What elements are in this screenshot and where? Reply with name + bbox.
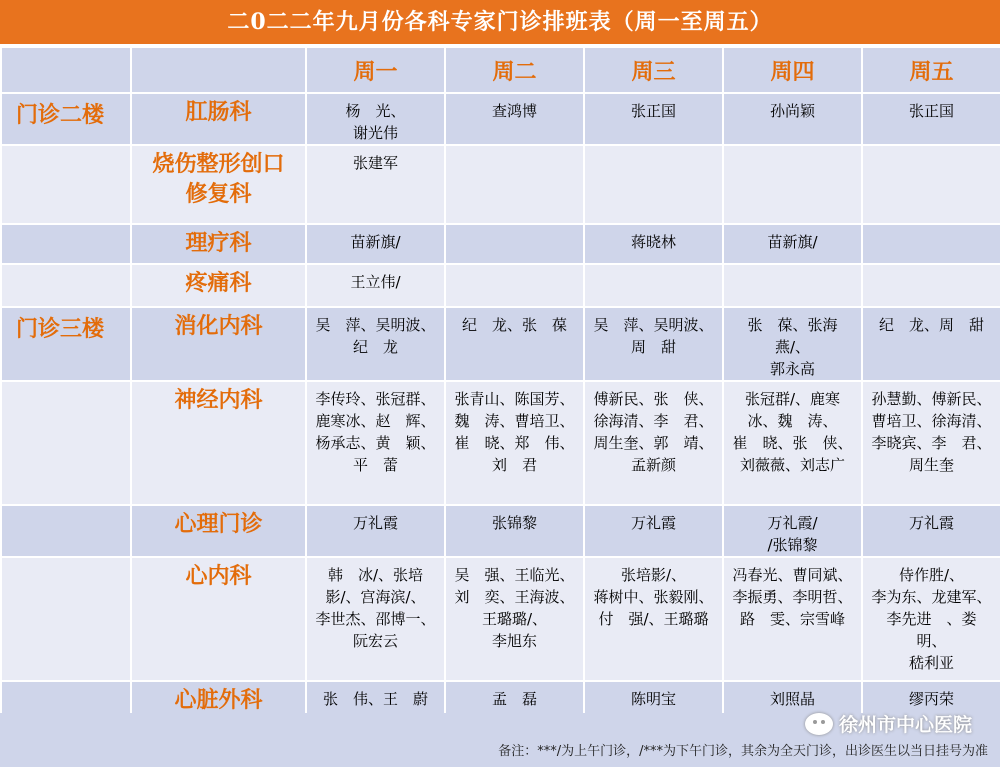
schedule-cell: 吴 强、王临光、 刘 奕、王海波、 王璐璐/、 李旭东 [445, 557, 584, 681]
schedule-cell: 张青山、陈国芳、 魏 涛、曹培卫、 崔 晓、郑 伟、 刘 君 [445, 381, 584, 505]
schedule-cell: 万礼霞 [584, 505, 723, 557]
schedule-cell: 李传玲、张冠群、 鹿寒冰、赵 辉、 杨承志、黄 颖、 平 蕾 [306, 381, 445, 505]
floor-label [1, 264, 131, 307]
schedule-cell: 韩 冰/、张培 影/、宫海滨/、 李世杰、邵博一、 阮宏云 [306, 557, 445, 681]
floor-label [1, 145, 131, 224]
schedule-cell: 刘照晶 [723, 681, 862, 726]
table-row [1, 505, 1000, 557]
footnote-text: 备注：***/为上午门诊，/***为下午门诊，其余为全天门诊，出诊医生以当日挂号为准 [498, 744, 988, 759]
schedule-cell: 吴 萍、吴明波、 纪 龙 [306, 307, 445, 381]
schedule-cell [723, 264, 862, 307]
department-name: 神经内科 [131, 381, 306, 505]
schedule-cell: 冯春光、曹同斌、 李振勇、李明哲、 路 雯、宗雪峰 [723, 557, 862, 681]
schedule-cell: 王立伟/ [306, 264, 445, 307]
schedule-cell: 张正国 [584, 93, 723, 145]
table-row [1, 557, 1000, 681]
table-row [1, 224, 1000, 264]
schedule-cell: 孙尚颖 [723, 93, 862, 145]
table-row [1, 264, 1000, 307]
schedule-cell [445, 145, 584, 224]
schedule-cell: 孟 磊 [445, 681, 584, 726]
schedule-cell: 万礼霞/ /张锦黎 [723, 505, 862, 557]
schedule-cell: 查鸿博 [445, 93, 584, 145]
schedule-table [0, 46, 1000, 727]
schedule-cell: 张正国 [862, 93, 1000, 145]
schedule-cell: 缪丙荣 [862, 681, 1000, 726]
schedule-cell [445, 264, 584, 307]
schedule-cell: 万礼霞 [306, 505, 445, 557]
schedule-cell: 张 伟、王 蔚 [306, 681, 445, 726]
wechat-icon [805, 713, 833, 735]
schedule-cell: 吴 萍、吴明波、 周 甜 [584, 307, 723, 381]
department-name: 心脏外科 [131, 681, 306, 726]
schedule-cell [862, 224, 1000, 264]
schedule-cell [723, 145, 862, 224]
schedule-cell: 孙慧勤、傅新民、 曹培卫、徐海清、 李晓宾、李 君、 周生奎 [862, 381, 1000, 505]
department-name: 消化内科 [131, 307, 306, 381]
schedule-cell [862, 145, 1000, 224]
table-row [1, 93, 1000, 145]
department-name: 理疗科 [131, 224, 306, 264]
schedule-cell: 蒋晓林 [584, 224, 723, 264]
schedule-cell: 万礼霞 [862, 505, 1000, 557]
schedule-cell [862, 264, 1000, 307]
page-title: 二0二二年九月份各科专家门诊排班表（周一至周五） [0, 0, 1000, 44]
schedule-cell: 陈明宝 [584, 681, 723, 726]
table-row [1, 145, 1000, 224]
floor-label: 门诊二楼 [1, 93, 131, 145]
schedule-cell [584, 145, 723, 224]
header-day-wednesday: 周三 [584, 47, 723, 93]
department-name: 心理门诊 [131, 505, 306, 557]
floor-label [1, 224, 131, 264]
header-day-tuesday: 周二 [445, 47, 584, 93]
floor-label: 门诊三楼 [1, 307, 131, 381]
schedule-cell: 张培影/、 蒋树中、张毅刚、 付 强/、王璐璐 [584, 557, 723, 681]
schedule-cell: 张 葆、张海燕/、 郭永高 [723, 307, 862, 381]
watermark-text: 徐州市中心医院 [838, 714, 972, 736]
header-blank-floor [1, 47, 131, 93]
header-day-thursday: 周四 [723, 47, 862, 93]
floor-label [1, 381, 131, 505]
schedule-cell: 侍作胜/、 李为东、龙建军、 李先进 、娄 明、 嵇利亚 [862, 557, 1000, 681]
header-day-friday: 周五 [862, 47, 1000, 93]
schedule-cell: 张建军 [306, 145, 445, 224]
floor-label [1, 505, 131, 557]
table-row [1, 381, 1000, 505]
schedule-cell: 张锦黎 [445, 505, 584, 557]
watermark [805, 710, 972, 737]
schedule-cell: 苗新旗/ [306, 224, 445, 264]
department-name: 疼痛科 [131, 264, 306, 307]
schedule-cell [584, 264, 723, 307]
department-name: 烧伤整形创口 修复科 [131, 145, 306, 224]
department-name: 肛肠科 [131, 93, 306, 145]
floor-label [1, 557, 131, 681]
header-row [1, 47, 1000, 93]
schedule-cell: 苗新旗/ [723, 224, 862, 264]
schedule-cell: 纪 龙、张 葆 [445, 307, 584, 381]
header-blank-dept [131, 47, 306, 93]
schedule-cell: 张冠群/、鹿寒 冰、魏 涛、 崔 晓、张 侠、 刘薇薇、刘志广 [723, 381, 862, 505]
department-name: 心内科 [131, 557, 306, 681]
table-row [1, 307, 1000, 381]
schedule-cell: 杨 光、 谢光伟 [306, 93, 445, 145]
schedule-cell [445, 224, 584, 264]
schedule-cell: 纪 龙、周 甜 [862, 307, 1000, 381]
header-day-monday: 周一 [306, 47, 445, 93]
schedule-cell: 傅新民、张 侠、 徐海清、李 君、 周生奎、郭 靖、 孟新颜 [584, 381, 723, 505]
